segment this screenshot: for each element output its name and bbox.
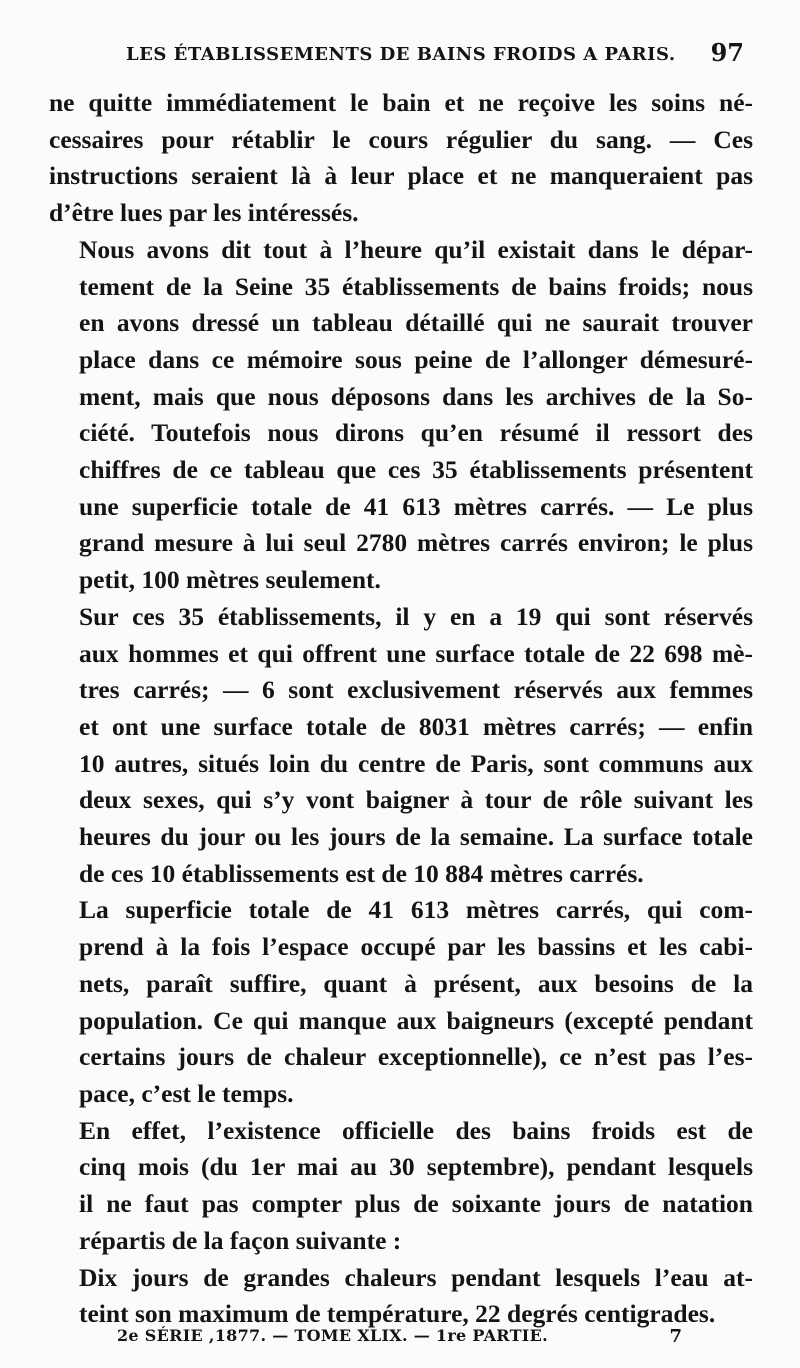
- text-line: grand mesure à lui seul 2780 mètres carrés environ; le plus: [79, 528, 753, 558]
- text-line: de ces 10 établissements est de 10 884 mètres carrés.: [79, 858, 644, 888]
- running-head-title: LES ÉTABLISSEMENTS DE BAINS FROIDS A PARIS.: [126, 44, 676, 65]
- text-line: il ne faut pas compter plus de soixante jours de natation: [79, 1189, 753, 1219]
- text-line: chiffres de ce tableau que ces 35 établissements présentent: [79, 455, 753, 485]
- text-line: tement de la Seine 35 établissements de bains froids; nous: [79, 271, 753, 301]
- signature-mark: 7: [669, 1326, 682, 1347]
- text-line: ment, mais que nous déposons dans les archives de la So-: [79, 381, 753, 411]
- text-line: Nous avons dit tout à l’heure qu’il existait dans le dépar-: [79, 234, 753, 264]
- text-line: ciété. Toutefois nous dirons qu’en résumé il ressort des: [79, 418, 753, 448]
- text-line: heures du jour ou les jours de la semaine. La surface totale: [79, 822, 753, 852]
- page-number: 97: [710, 38, 744, 67]
- text-line: certains jours de chaleur exceptionnelle), ce n’est pas l’es-: [79, 1042, 753, 1072]
- text-line: nets, paraît suffire, quant à présent, aux besoins de la: [79, 968, 753, 998]
- text-line: petit, 100 mètres seulement.: [79, 565, 381, 595]
- paragraph-3: [49, 599, 753, 893]
- text-line: La superficie totale de 41 613 mètres carrés, qui com-: [79, 895, 753, 925]
- text-line: pace, c’est le temps.: [79, 1078, 294, 1108]
- text-line: 10 autres, situés loin du centre de Paris, sont communs aux: [79, 748, 753, 778]
- text-line: teint son maximum de température, 22 degrés centigrades.: [79, 1299, 716, 1329]
- text-line: cessaires pour rétablir le cours régulier du sang. — Ces: [49, 124, 753, 154]
- text-line: place dans ce mémoire sous peine de l’allonger démesuré-: [79, 344, 753, 374]
- footer-series: 2e SÉRIE ,1877. — TOME XLIX. — 1re PARTIE.: [117, 1326, 548, 1345]
- text-line: cinq mois (du 1er mai au 30 septembre), pendant lesquels: [79, 1152, 753, 1182]
- paragraph-5: [49, 1113, 753, 1260]
- text-line: répartis de la façon suivante :: [79, 1225, 402, 1255]
- text-line: et ont une surface totale de 8031 mètres carrés; — enfin: [79, 711, 753, 741]
- text-line: aux hommes et qui offrent une surface totale de 22 698 mè-: [79, 638, 753, 668]
- text-line: Sur ces 35 établissements, il y en a 19 qui sont réservés: [79, 601, 753, 631]
- text-line: deux sexes, qui s’y vont baigner à tour de rôle suivant les: [79, 785, 753, 815]
- text-line: Dix jours de grandes chaleurs pendant lesquels l’eau at-: [79, 1262, 753, 1292]
- paragraph-2: [49, 232, 753, 599]
- text-line: d’être lues par les intéressés.: [49, 198, 359, 228]
- text-line: population. Ce qui manque aux baigneurs (excepté pendant: [79, 1005, 753, 1035]
- paragraph-1: [49, 85, 753, 232]
- running-head: [48, 34, 752, 74]
- text-line: une superficie totale de 41 613 mètres carrés. — Le plus: [79, 491, 753, 521]
- text-line: prend à la fois l’espace occupé par les bassins et les cabi-: [79, 932, 753, 962]
- body-text: [49, 85, 753, 1333]
- text-line: ne quitte immédiatement le bain et ne reçoive les soins né-: [49, 88, 753, 117]
- paragraph-4: [49, 892, 753, 1112]
- text-line: En effet, l’existence officielle des bains froids est de: [79, 1115, 753, 1145]
- paragraph-6: [49, 1260, 753, 1333]
- text-line: tres carrés; — 6 sont exclusivement réservés aux femmes: [79, 675, 753, 705]
- text-line: instructions seraient là à leur place et ne manqueraient pas: [49, 161, 753, 191]
- page-footer: [117, 1326, 752, 1356]
- text-line: en avons dressé un tableau détaillé qui ne saurait trouver: [79, 308, 753, 338]
